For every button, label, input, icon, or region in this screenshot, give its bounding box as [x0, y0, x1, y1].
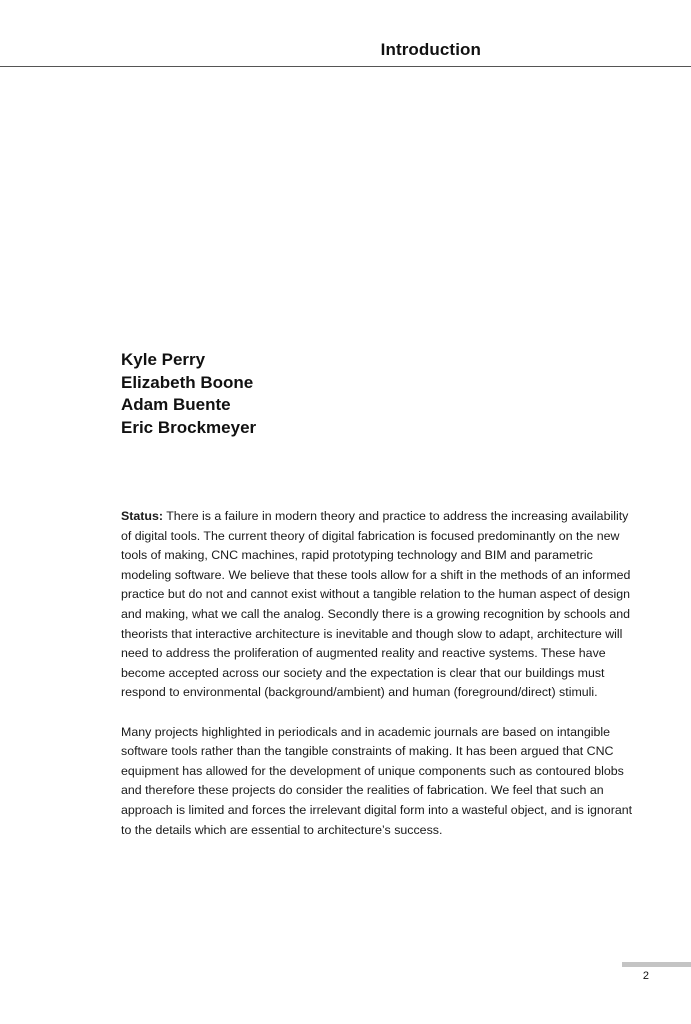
- author-name: Eric Brockmeyer: [121, 417, 257, 437]
- status-text: There is a failure in modern theory and practice to address the increasing availability of digital tools. The current theory of digital fabrication is focused predominantly on the new tools of making, CNC machines, rapid prototyping technology and BIM and parametric modeling software. We believe that these tools allow for a shift in the methods of an informed practice but do not and cannot exist without a tangible relation to the human aspect of design and making, what we call the analog. Secondly there is a growing recognition by schools and theorists that interactive architecture is inevitable and though slow to adapt, architecture will need to address the proliferation of augmented reality and reactive systems. These have become accepted across our society and the expectation is clear that our buildings must respond to environmental (background/ambient) and human (foreground/direct) stimuli.: [121, 509, 631, 700]
- section-title: Introduction: [380, 40, 481, 59]
- projects-paragraph: Many projects highlighted in periodicals and in academic journals are based on intangible software tools rather than the tangible constraints of making. It has been argued that CNC equipment has allowed for the development of unique components such as contoured blobs and therefore these projects do consider the realities of fabrication. We feel that such an approach is limited and forces the irrelevant digital form into a wasteful object, and is ignorant to the details which are essential to architecture’s success.: [121, 724, 633, 837]
- author-name: Elizabeth Boone: [121, 372, 254, 392]
- status-paragraph: [121, 507, 641, 703]
- footer-bar: [622, 962, 691, 967]
- author-name: Adam Buente: [121, 395, 231, 414]
- body-text: [121, 507, 641, 860]
- page-number: 2: [642, 970, 649, 982]
- header-rule: [0, 66, 691, 67]
- status-label: Status:: [121, 509, 163, 523]
- author-list: [121, 349, 256, 439]
- author-name: Kyle Perry: [121, 350, 206, 369]
